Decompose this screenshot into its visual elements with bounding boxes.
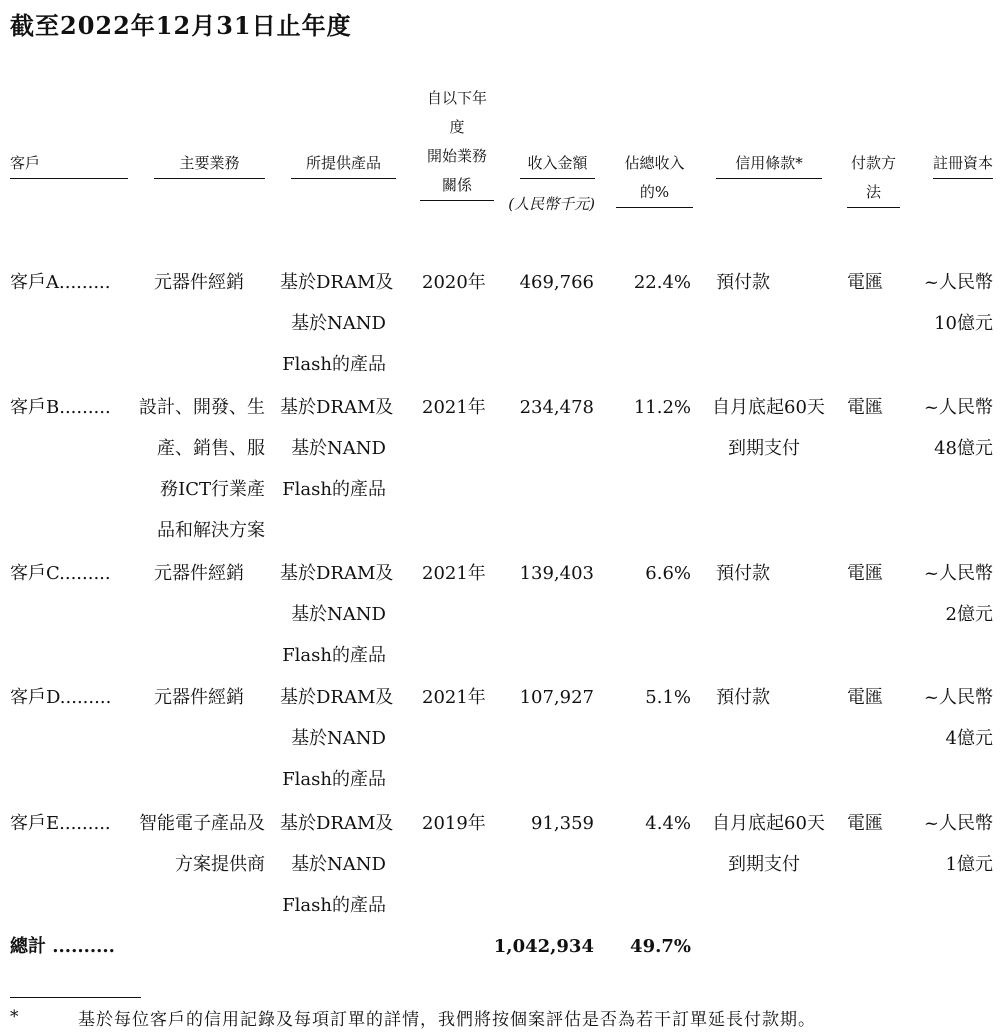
- row-a-business: 元器件經銷: [154, 272, 244, 293]
- header-payment: 付款方法: [847, 149, 900, 208]
- row-b-business: 設計、開發、生 產、銷售、服 務ICT行業產 品和解決方案: [139, 397, 265, 541]
- row-b-revenue: 234,478: [519, 397, 594, 418]
- row-a-capital: ~人民幣 10億元: [923, 272, 993, 334]
- row-c-customer: 客戶C.........: [10, 563, 111, 584]
- row-b-credit: 自月底起60天 到期支付: [712, 397, 825, 459]
- header-customer: 客戶: [10, 149, 128, 179]
- row-e-year: 2019年: [422, 813, 486, 834]
- row-e-products: 基於DRAM及 基於NAND Flash的產品: [280, 813, 394, 916]
- header-pct: 佔總收入的%: [616, 149, 693, 208]
- header-products: 所提供產品: [291, 149, 396, 179]
- row-a-payment: 電匯: [847, 272, 883, 293]
- row-e-credit: 自月底起60天 到期支付: [712, 813, 825, 875]
- row-a-customer: 客戶A.........: [10, 272, 111, 293]
- row-d-products: 基於DRAM及 基於NAND Flash的產品: [280, 687, 394, 790]
- row-d-payment: 電匯: [847, 687, 883, 708]
- row-d-credit: 預付款: [716, 687, 770, 708]
- header-capital: 註冊資本: [933, 149, 993, 179]
- row-c-pct: 6.6%: [645, 563, 691, 584]
- row-a-credit: 預付款: [716, 272, 770, 293]
- header-revenue: 收入金額: [520, 149, 595, 179]
- row-b-year: 2021年: [422, 397, 486, 418]
- row-c-capital: ~人民幣 2億元: [923, 563, 993, 625]
- page-title: 截至2022年12月31日止年度: [10, 11, 352, 40]
- row-e-payment: 電匯: [847, 813, 883, 834]
- unit-label: (人民幣千元): [508, 195, 595, 213]
- footnote-mark: *: [10, 1007, 19, 1027]
- row-c-year: 2021年: [422, 563, 486, 584]
- row-e-customer: 客戶E.........: [10, 813, 111, 834]
- header-relationship: 自以下年度 開始業務 關係: [420, 84, 494, 201]
- header-credit: 信用條款*: [716, 149, 822, 179]
- row-b-capital: ~人民幣 48億元: [923, 397, 993, 459]
- row-d-revenue: 107,927: [519, 687, 594, 708]
- row-c-products: 基於DRAM及 基於NAND Flash的產品: [280, 563, 394, 666]
- row-c-business: 元器件經銷: [154, 563, 244, 584]
- total-label: 總計 ..........: [10, 936, 115, 957]
- row-c-credit: 預付款: [716, 563, 770, 584]
- row-d-business: 元器件經銷: [154, 687, 244, 708]
- row-d-capital: ~人民幣 4億元: [923, 687, 993, 749]
- row-e-capital: ~人民幣 1億元: [923, 813, 993, 875]
- row-b-pct: 11.2%: [633, 397, 691, 418]
- row-b-customer: 客戶B.........: [10, 397, 111, 418]
- row-c-payment: 電匯: [847, 563, 883, 584]
- header-business: 主要業務: [154, 149, 265, 179]
- total-pct: 49.7%: [630, 936, 691, 957]
- total-revenue: 1,042,934: [493, 936, 594, 957]
- row-a-pct: 22.4%: [633, 272, 691, 293]
- row-b-products: 基於DRAM及 基於NAND Flash的產品: [280, 397, 394, 500]
- row-a-revenue: 469,766: [519, 272, 594, 293]
- footnote-divider: [10, 997, 141, 998]
- row-c-revenue: 139,403: [519, 563, 594, 584]
- footnote-text: 基於每位客戶的信用記錄及每項訂單的詳情，我們將按個案評估是否為若干訂單延長付款期。: [78, 1010, 816, 1030]
- row-a-year: 2020年: [422, 272, 486, 293]
- row-e-revenue: 91,359: [531, 813, 594, 834]
- row-d-pct: 5.1%: [645, 687, 691, 708]
- row-a-products: 基於DRAM及 基於NAND Flash的產品: [280, 272, 394, 375]
- row-e-business: 智能電子產品及 方案提供商: [139, 813, 265, 875]
- row-d-year: 2021年: [422, 687, 486, 708]
- row-e-pct: 4.4%: [645, 813, 691, 834]
- row-d-customer: 客戶D.........: [10, 687, 112, 708]
- row-b-payment: 電匯: [847, 397, 883, 418]
